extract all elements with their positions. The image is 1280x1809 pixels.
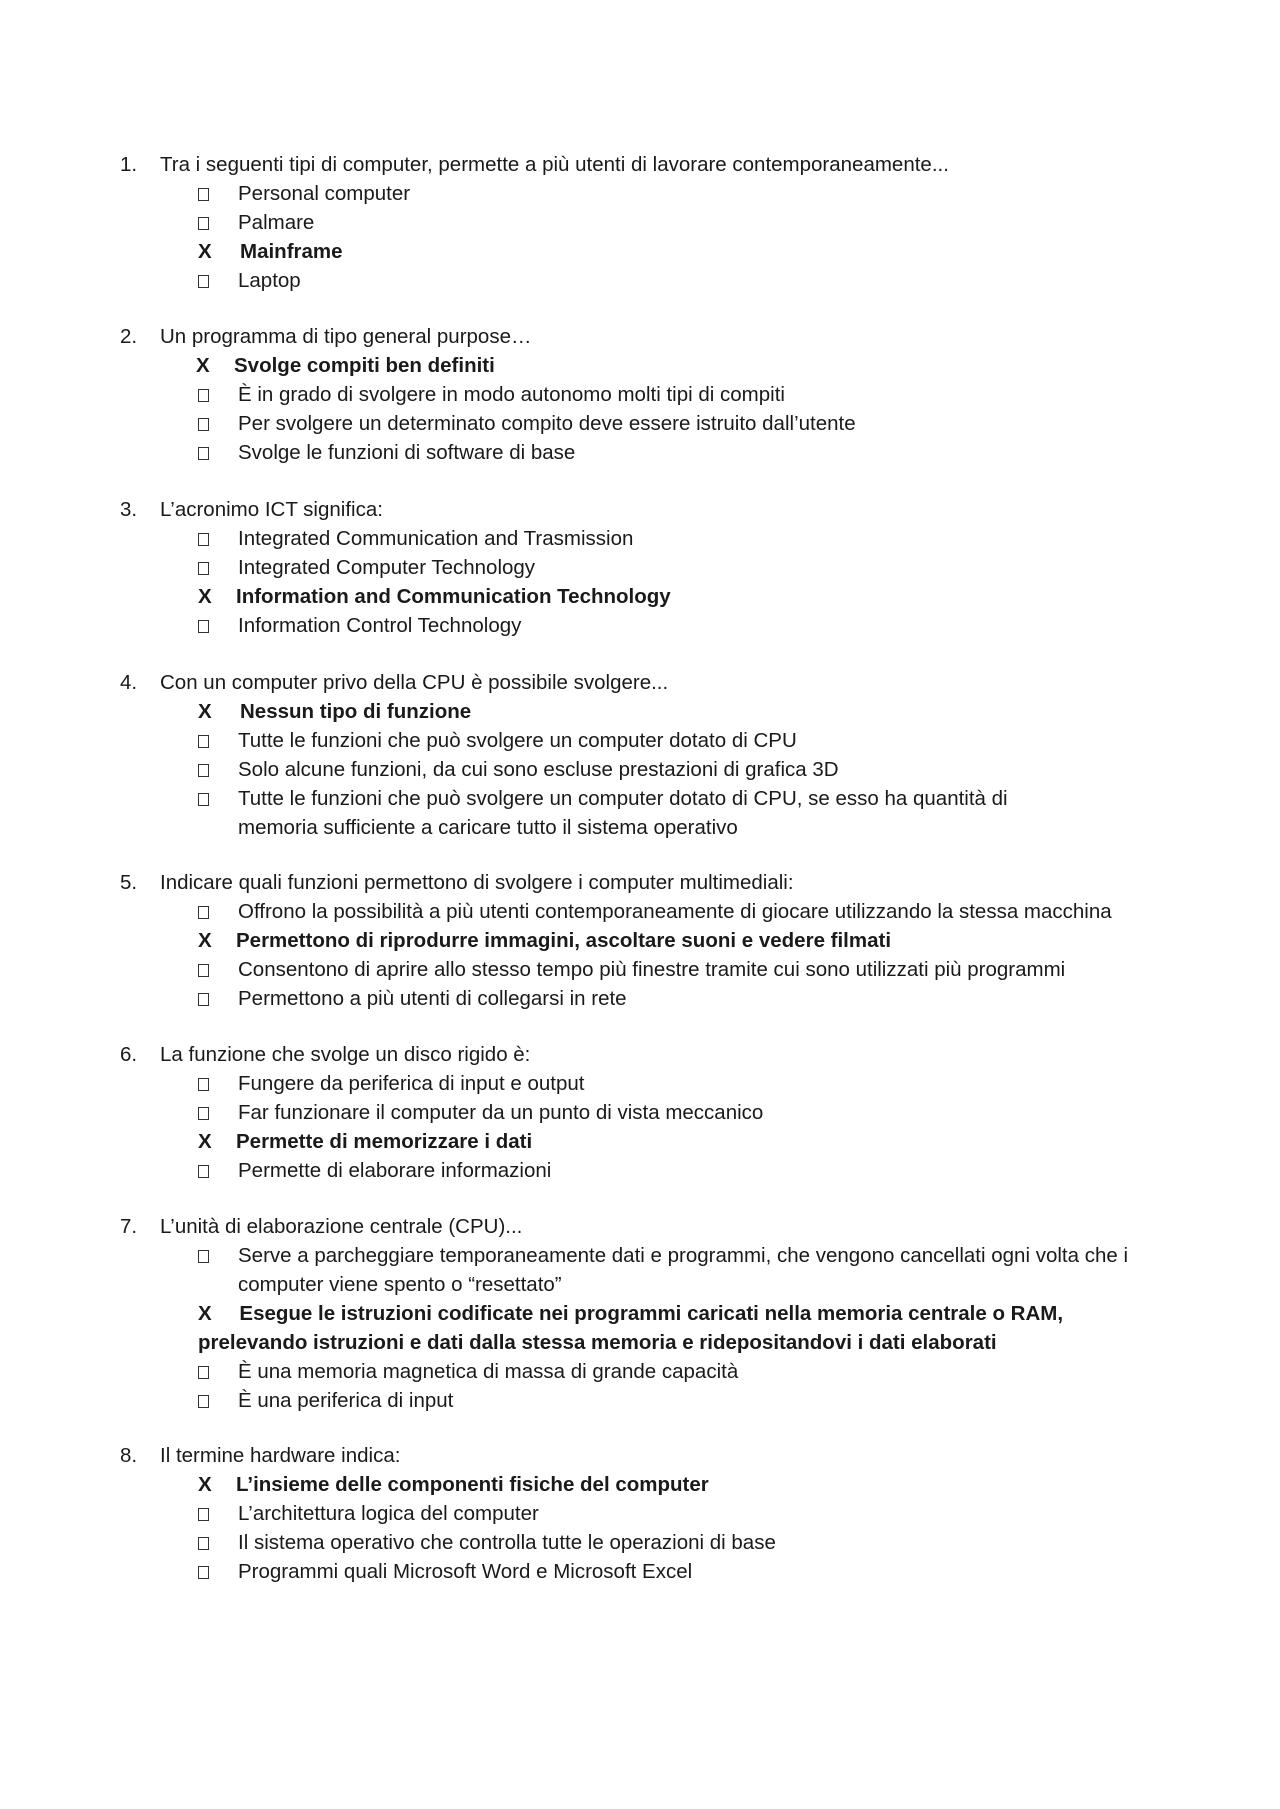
checkbox-icon[interactable]	[198, 266, 218, 295]
option[interactable]	[0, 1499, 1280, 1528]
checkbox-icon[interactable]	[198, 955, 218, 984]
option-text: Information Control Technology	[238, 614, 522, 637]
question-number: 5.	[120, 871, 138, 894]
option[interactable]	[0, 438, 1280, 467]
options-list	[0, 697, 1280, 842]
x-mark-icon[interactable]: X	[198, 1473, 212, 1496]
option[interactable]	[0, 1069, 1280, 1098]
x-mark-icon[interactable]: X	[198, 700, 212, 723]
question-number: 4.	[120, 671, 138, 694]
option-text: Svolge compiti ben definiti	[234, 354, 495, 377]
checkbox-icon[interactable]	[198, 611, 218, 640]
option[interactable]	[0, 208, 1280, 237]
option-text: Serve a parcheggiare temporaneamente dati e programmi, che vengono cancellati ogni volta che i computer viene spento o “resettato”	[238, 1244, 1128, 1296]
option-text: Esegue le istruzioni codificate nei programmi caricati nella memoria centrale o RAM, prelevando istruzioni e dati dalla stessa memoria e ridepositandovi i dati elaborati	[198, 1302, 1064, 1354]
option[interactable]	[0, 611, 1280, 640]
question-text: L’unità di elaborazione centrale (CPU)...	[160, 1215, 523, 1238]
x-mark-icon[interactable]: X	[198, 1130, 212, 1153]
x-mark-icon[interactable]: X	[198, 240, 212, 263]
checkbox-icon[interactable]	[198, 984, 218, 1013]
option-text: Solo alcune funzioni, da cui sono escluse prestazioni di grafica 3D	[238, 758, 839, 781]
option[interactable]	[0, 755, 1280, 784]
option-text: È una periferica di input	[238, 1389, 454, 1412]
option[interactable]	[0, 524, 1280, 553]
options-list	[0, 351, 1280, 467]
checkbox-icon[interactable]	[198, 1386, 218, 1415]
x-mark-icon[interactable]: X	[196, 354, 210, 377]
option[interactable]	[0, 955, 1280, 984]
option-text: Permettono a più utenti di collegarsi in rete	[238, 987, 627, 1010]
question-number: 6.	[120, 1043, 138, 1066]
option-text: Laptop	[238, 269, 301, 292]
x-mark-icon[interactable]: X	[198, 929, 212, 952]
option-text: Offrono la possibilità a più utenti contemporaneamente di giocare utilizzando la stessa macchina	[238, 900, 1112, 923]
option-correct[interactable]	[0, 1299, 1160, 1357]
option[interactable]	[0, 726, 1280, 755]
option-correct[interactable]	[0, 582, 1280, 611]
option-text: Svolge le funzioni di software di base	[238, 441, 576, 464]
option[interactable]	[0, 897, 1280, 926]
checkbox-icon[interactable]	[198, 1098, 218, 1127]
option-text: Far funzionare il computer da un punto di vista meccanico	[238, 1101, 764, 1124]
checkbox-icon[interactable]	[198, 409, 218, 438]
checkbox-icon[interactable]	[198, 524, 218, 553]
question-text: Il termine hardware indica:	[160, 1444, 401, 1467]
checkbox-icon[interactable]	[198, 1156, 218, 1185]
option[interactable]	[0, 1098, 1280, 1127]
checkbox-icon[interactable]	[198, 179, 218, 208]
option-correct[interactable]	[0, 237, 1280, 266]
checkbox-icon[interactable]	[198, 553, 218, 582]
option[interactable]	[0, 380, 1280, 409]
question-text: La funzione che svolge un disco rigido è:	[160, 1043, 531, 1066]
option-text: Palmare	[238, 211, 315, 234]
checkbox-icon[interactable]	[198, 1499, 218, 1528]
x-mark-icon[interactable]: X	[198, 585, 212, 608]
options-list	[0, 1470, 1280, 1586]
option-text: Tutte le funzioni che può svolgere un computer dotato di CPU, se esso ha quantità di memoria sufficiente a caricare tutto il sistema operativo	[238, 787, 1008, 839]
option[interactable]	[0, 1357, 1280, 1386]
option-correct[interactable]	[0, 1127, 1280, 1156]
option-text: Consentono di aprire allo stesso tempo più finestre tramite cui sono utilizzati più programmi	[238, 958, 1066, 981]
option[interactable]	[0, 984, 1280, 1013]
option[interactable]	[0, 179, 1280, 208]
x-mark-icon[interactable]: X	[198, 1302, 212, 1325]
option-text: Permette di memorizzare i dati	[236, 1130, 533, 1153]
checkbox-icon[interactable]	[198, 1357, 218, 1386]
option-correct[interactable]	[0, 926, 1280, 955]
option-text: Per svolgere un determinato compito deve essere istruito dall’utente	[238, 412, 856, 435]
question-number: 1.	[120, 153, 138, 176]
checkbox-icon[interactable]	[198, 726, 218, 755]
options-list	[0, 1069, 1280, 1185]
option-text: Integrated Communication and Trasmission	[238, 527, 634, 550]
option-correct[interactable]	[0, 697, 1280, 726]
options-list	[0, 179, 1280, 295]
option-text: Il sistema operativo che controlla tutte le operazioni di base	[238, 1531, 776, 1554]
option-text: Information and Communication Technology	[236, 585, 671, 608]
question-number: 2.	[120, 325, 138, 348]
option-text: È una memoria magnetica di massa di grande capacità	[238, 1360, 739, 1383]
checkbox-icon[interactable]	[198, 784, 218, 813]
checkbox-icon[interactable]	[198, 755, 218, 784]
options-list	[0, 524, 1280, 640]
option[interactable]	[0, 553, 1280, 582]
checkbox-icon[interactable]	[198, 1528, 218, 1557]
option[interactable]	[0, 1528, 1280, 1557]
checkbox-icon[interactable]	[198, 208, 218, 237]
option-text: Mainframe	[240, 240, 343, 263]
option[interactable]	[0, 1156, 1280, 1185]
question-number: 3.	[120, 498, 138, 521]
option[interactable]	[0, 1241, 1280, 1299]
checkbox-icon[interactable]	[198, 1069, 218, 1098]
option-text: Nessun tipo di funzione	[240, 700, 472, 723]
question-number: 8.	[120, 1444, 138, 1467]
option[interactable]	[0, 266, 1280, 295]
option-correct[interactable]	[0, 1470, 1280, 1499]
option-text: Fungere da periferica di input e output	[238, 1072, 585, 1095]
question-text: Indicare quali funzioni permettono di svolgere i computer multimediali:	[160, 871, 794, 894]
option-text: Permette di elaborare informazioni	[238, 1159, 552, 1182]
option-text: L’insieme delle componenti fisiche del computer	[236, 1473, 709, 1496]
option-text: Tutte le funzioni che può svolgere un computer dotato di CPU	[238, 729, 797, 752]
option-text: Personal computer	[238, 182, 411, 205]
option-text: Integrated Computer Technology	[238, 556, 536, 579]
checkbox-icon[interactable]	[198, 438, 218, 467]
option[interactable]	[0, 1386, 1280, 1415]
option[interactable]	[0, 409, 1280, 438]
option-correct[interactable]	[0, 351, 1280, 380]
checkbox-icon[interactable]	[198, 1557, 218, 1586]
question-text: Un programma di tipo general purpose…	[160, 325, 532, 348]
checkbox-icon[interactable]	[198, 1241, 218, 1270]
option[interactable]	[0, 784, 1280, 842]
checkbox-icon[interactable]	[198, 380, 218, 409]
option[interactable]	[0, 1557, 1280, 1586]
option-text: È in grado di svolgere in modo autonomo molti tipi di compiti	[238, 383, 785, 406]
question-text: Con un computer privo della CPU è possibile svolgere...	[160, 671, 669, 694]
options-list	[0, 1241, 1280, 1415]
question-text: Tra i seguenti tipi di computer, permette a più utenti di lavorare contemporaneamente...	[160, 153, 949, 176]
option-text: Programmi quali Microsoft Word e Microsoft Excel	[238, 1560, 693, 1583]
question-number: 7.	[120, 1215, 138, 1238]
option-text: L’architettura logica del computer	[238, 1502, 539, 1525]
options-list	[0, 897, 1280, 1013]
option-text: Permettono di riprodurre immagini, ascoltare suoni e vedere filmati	[236, 929, 892, 952]
question-text: L’acronimo ICT significa:	[160, 498, 383, 521]
checkbox-icon[interactable]	[198, 897, 218, 926]
